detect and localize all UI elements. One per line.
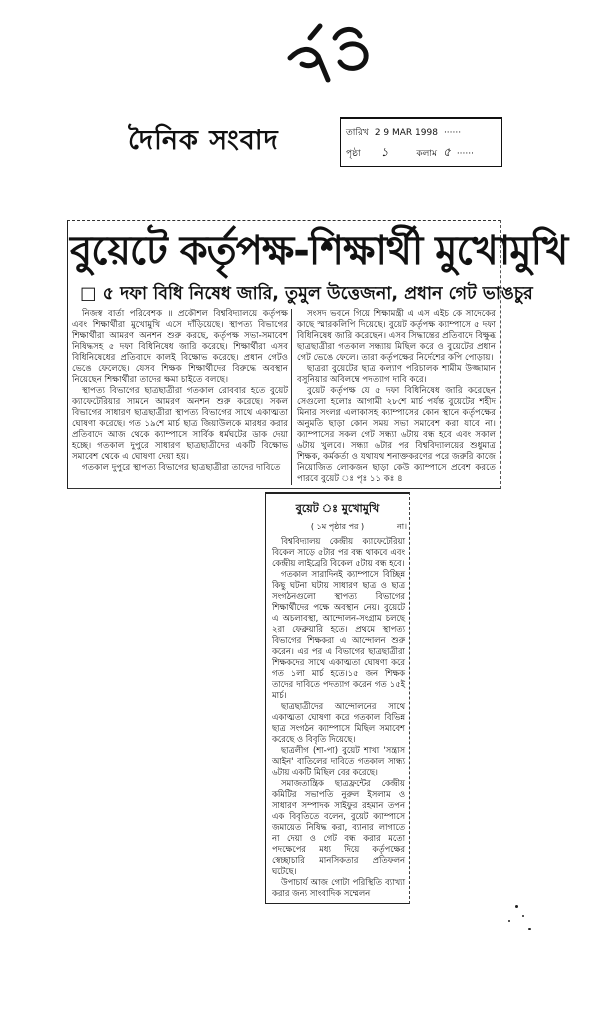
continuation-subtitle-row xyxy=(266,521,409,534)
scan-speck xyxy=(508,920,510,922)
date-value: 2 9 MAR 1998 xyxy=(374,127,438,138)
article-headline: বুয়েটে কর্তৃপক্ষ-শিক্ষার্থী মুখোমুখি xyxy=(70,228,568,274)
paragraph: গতকাল দুপুরে স্থাপত্য বিভাগের ছাত্রছাত্রীরা তাদের দাবিতে xyxy=(82,463,281,473)
newspaper-masthead: দৈনিক সংবাদ xyxy=(128,125,279,156)
date-stamp-box xyxy=(340,117,502,167)
column-label: কলাম xyxy=(416,149,438,159)
paragraph: ছাত্রছাত্রীদের আন্দোলনের সাথে একাত্মতা ঘোষণা করে গতকাল বিভিন্ন ছাত্র সংগঠন ক্যাম্পাসে মিছিল সমাবেশ করেছে ও বিবৃতি দিয়েছে। xyxy=(272,701,405,744)
article-column-right xyxy=(297,309,496,485)
page-value: ১ xyxy=(380,144,389,159)
continuation-body xyxy=(266,534,409,899)
paragraph: ছাত্রলীগ (শা-পা) বুয়েট শাখা 'সন্ত্রাস আইন' বাতিলের দাবিতে গতকাল সান্ধ্য ৬টায় একটি মিছিল বের করেছে। xyxy=(272,745,405,777)
scan-speck xyxy=(528,928,531,930)
dotted-leader: ······ xyxy=(443,127,462,138)
paragraph: সমাজতান্ত্রিক ছাত্রফ্রন্টের কেন্দ্রীয় কমিটির সভাপতি নুরুল ইসলাম ও সাধারণ সম্পাদক সাইফুর রহমান তপন এক বিবৃতিতে বলেন, বুয়েট ক্যাম্পাসে জমায়েত নিষিদ্ধ করা, ব্যানার লাগাতে না দেয়া ও গেট বন্ধ করার মতো পদক্ষেপের মধ্য দিয়ে কর্তৃপক্ষের স্বেচ্ছাচারি মানসিকতার প্রতিফলন ঘটেছে। xyxy=(272,778,405,876)
page-label: পৃষ্ঠা xyxy=(346,149,361,159)
scan-speck xyxy=(515,905,518,908)
article-column-left xyxy=(72,309,292,485)
article-clipping xyxy=(67,220,568,489)
paragraph: স্থাপত্য বিভাগের ছাত্রছাত্রীরা গতকাল রোববার হতে বুয়েট ক্যাফেটেরিয়ার সামনে আমরণ অনশন শুরু করেছে। সকল বিভাগের সাধারণ ছাত্রছাত্রীরা স্থাপত্য বিভাগের সাথে একাত্মতা ঘোষণা করেছে। গত ১৯শে মার্চ ছাত্র জিয়াউলকে মারধর করার প্রতিবাদে আজ থেকে ক্যাম্পাসে সার্বিক ধর্মঘটের ডাক দেয়া হচ্ছে। গতকাল দুপুরে সাধারণ ছাত্রছাত্রীদের একটি বিক্ষোভ সমাবেশ থেকে এ ঘোষণা দেয়া হয়। xyxy=(72,386,288,462)
paragraph: বুয়েট কর্তৃপক্ষ যে ৫ দফা বিধিনিষেধ জারি করেছেন সেগুলো হলোঃ আগামী ২৮শে মার্চ পর্যন্ত বুয়েটের শহীদ মিনার সংলগ্ন এলাকাসহ ক্যাম্পাসের কোন স্থানে কর্তৃপক্ষের অনুমতি ছাড়া কোন সময় সভা সমাবেশ করা যাবে না। ক্যাম্পাসের সকল গেট সন্ধ্যা ৬টায় বন্ধ হবে এবং সকাল ৬টায় খুলবে। সন্ধ্যা ৬টার পর বিশ্ববিদ্যালয়ের শুধুমাত্র শিক্ষক, কর্মকর্তা ও যথাযথ শনাক্তকরণের পরে জরুরি কাজে নিয়োজিত লোকজন ছাড়া কেউ ক্যাম্পাসে প্রবেশ করতে পারবে বুয়েট ঃ পৃঃ ১১ কঃ ৪ xyxy=(297,386,496,484)
paragraph: গতকাল সারাদিনই ক্যাম্পাসে বিচ্ছিন্ন কিছু ঘটনা ঘটায় সাধারণ ছাত্র ও ছাত্র সংগঠনগুলো স্থাপত্য বিভাগের শিক্ষার্থীদের পক্ষে অবস্থান নেয়। বুয়েটে এ অচলাবস্থা, আন্দোলন-সংগ্রাম চলছে ২রা ফেব্রুয়ারি হতে। প্রথমে স্থাপত্য বিভাগের শিক্ষকরা এ আন্দোলন শুরু করেন। এর পর এ বিভাগের ছাত্রছাত্রীরা শিক্ষকদের সাথে একাত্মতা ঘোষণা করে গত ১লা মার্চ হতে।১৫ জন শিক্ষক তাদের দাবিতে পদত্যাগ করেন গত ১৫ই মার্চ। xyxy=(272,569,405,700)
clipping-flow xyxy=(67,220,568,904)
scan-speck xyxy=(522,915,524,917)
paragraph: উপাচার্য আজ গোটা পরিস্থিতি ব্যাখ্যা করার জন্য সাংবাদিক সম্মেলন xyxy=(272,877,405,898)
article-columns xyxy=(68,309,500,485)
continuation-subtitle: ( ১ম পৃষ্ঠার পর ) xyxy=(310,522,365,531)
dotted-leader: ······ xyxy=(456,148,474,159)
article-subheadline: □ ৫ দফা বিধি নিষেধ জারি, তুমুল উত্তেজনা, প্রধান গেট ভাঙচুর xyxy=(80,284,533,304)
paragraph: নিজস্ব বার্তা পরিবেশক ॥ প্রকৌশল বিশ্ববিদ্যালয়ে কর্তৃপক্ষ এবং শিক্ষার্থীরা মুখোমুখি এসে দাঁড়িয়েছে। স্থাপত্য বিভাগের শিক্ষার্থীরা আমরণ অনশন শুরু করছে, কর্তৃপক্ষ সভা-সমাবেশ নিষিদ্ধসহ ৫ দফা বিধিনিষেধ জারি করেছে। শিক্ষার্থীরা এসব বিধিনিষেধের প্রতিবাদে কালই বিক্ষোভ করেছে। প্রধান গেটও ভেঙে ফেলেছে। যেসব শিক্ষক শিক্ষার্থীদের বিরুদ্ধে অবস্থান নিয়েছেন শিক্ষার্থীরা তাদের ক্ষমা চাইতে বলছে। xyxy=(72,309,288,385)
date-label: তারিখ xyxy=(346,128,369,138)
paragraph: বিশ্ববিদ্যালয় কেন্দ্রীয় ক্যাফেটেরিয়া বিকেল সাড়ে ৫টার পর বন্ধ থাকবে এবং কেন্দ্রীয় লাইব্রেরি বিকেল ৫টায় বন্ধ হবে। xyxy=(272,536,405,568)
handwritten-number xyxy=(280,18,380,88)
column-value: ৫ xyxy=(443,144,451,159)
paragraph: সংসদ ভবনে গিয়ে শিক্ষামন্ত্রী এ এস এইচ কে সাদেকের কাছে স্মারকলিপি দিয়েছে। বুয়েট কর্তৃপক্ষ ক্যাম্পাসে ৫ দফা বিধিনিষেধ জারি করেছেন। এসব সিদ্ধান্তের প্রতিবাদে বিক্ষুব্ধ ছাত্রছাত্রীরা গতকাল সন্ধ্যায় মিছিল করে ও বুয়েটের প্রধান গেট ভেঙে ফেলে। তারা কর্তৃপক্ষের নির্দেশের কপি পোড়ায়। xyxy=(297,309,496,363)
paragraph: ছাত্ররা বুয়েটের ছাত্র কল্যাণ পরিচালক শামীম উজ্জামান বসুনিয়ার অবিলম্বে পদত্যাগ দাবি করে। xyxy=(297,364,496,385)
continuation-clipping xyxy=(265,492,410,904)
carryover-text: না। xyxy=(397,522,407,531)
continuation-title: বুয়েট ঃ মুখোমুখি xyxy=(295,502,380,515)
